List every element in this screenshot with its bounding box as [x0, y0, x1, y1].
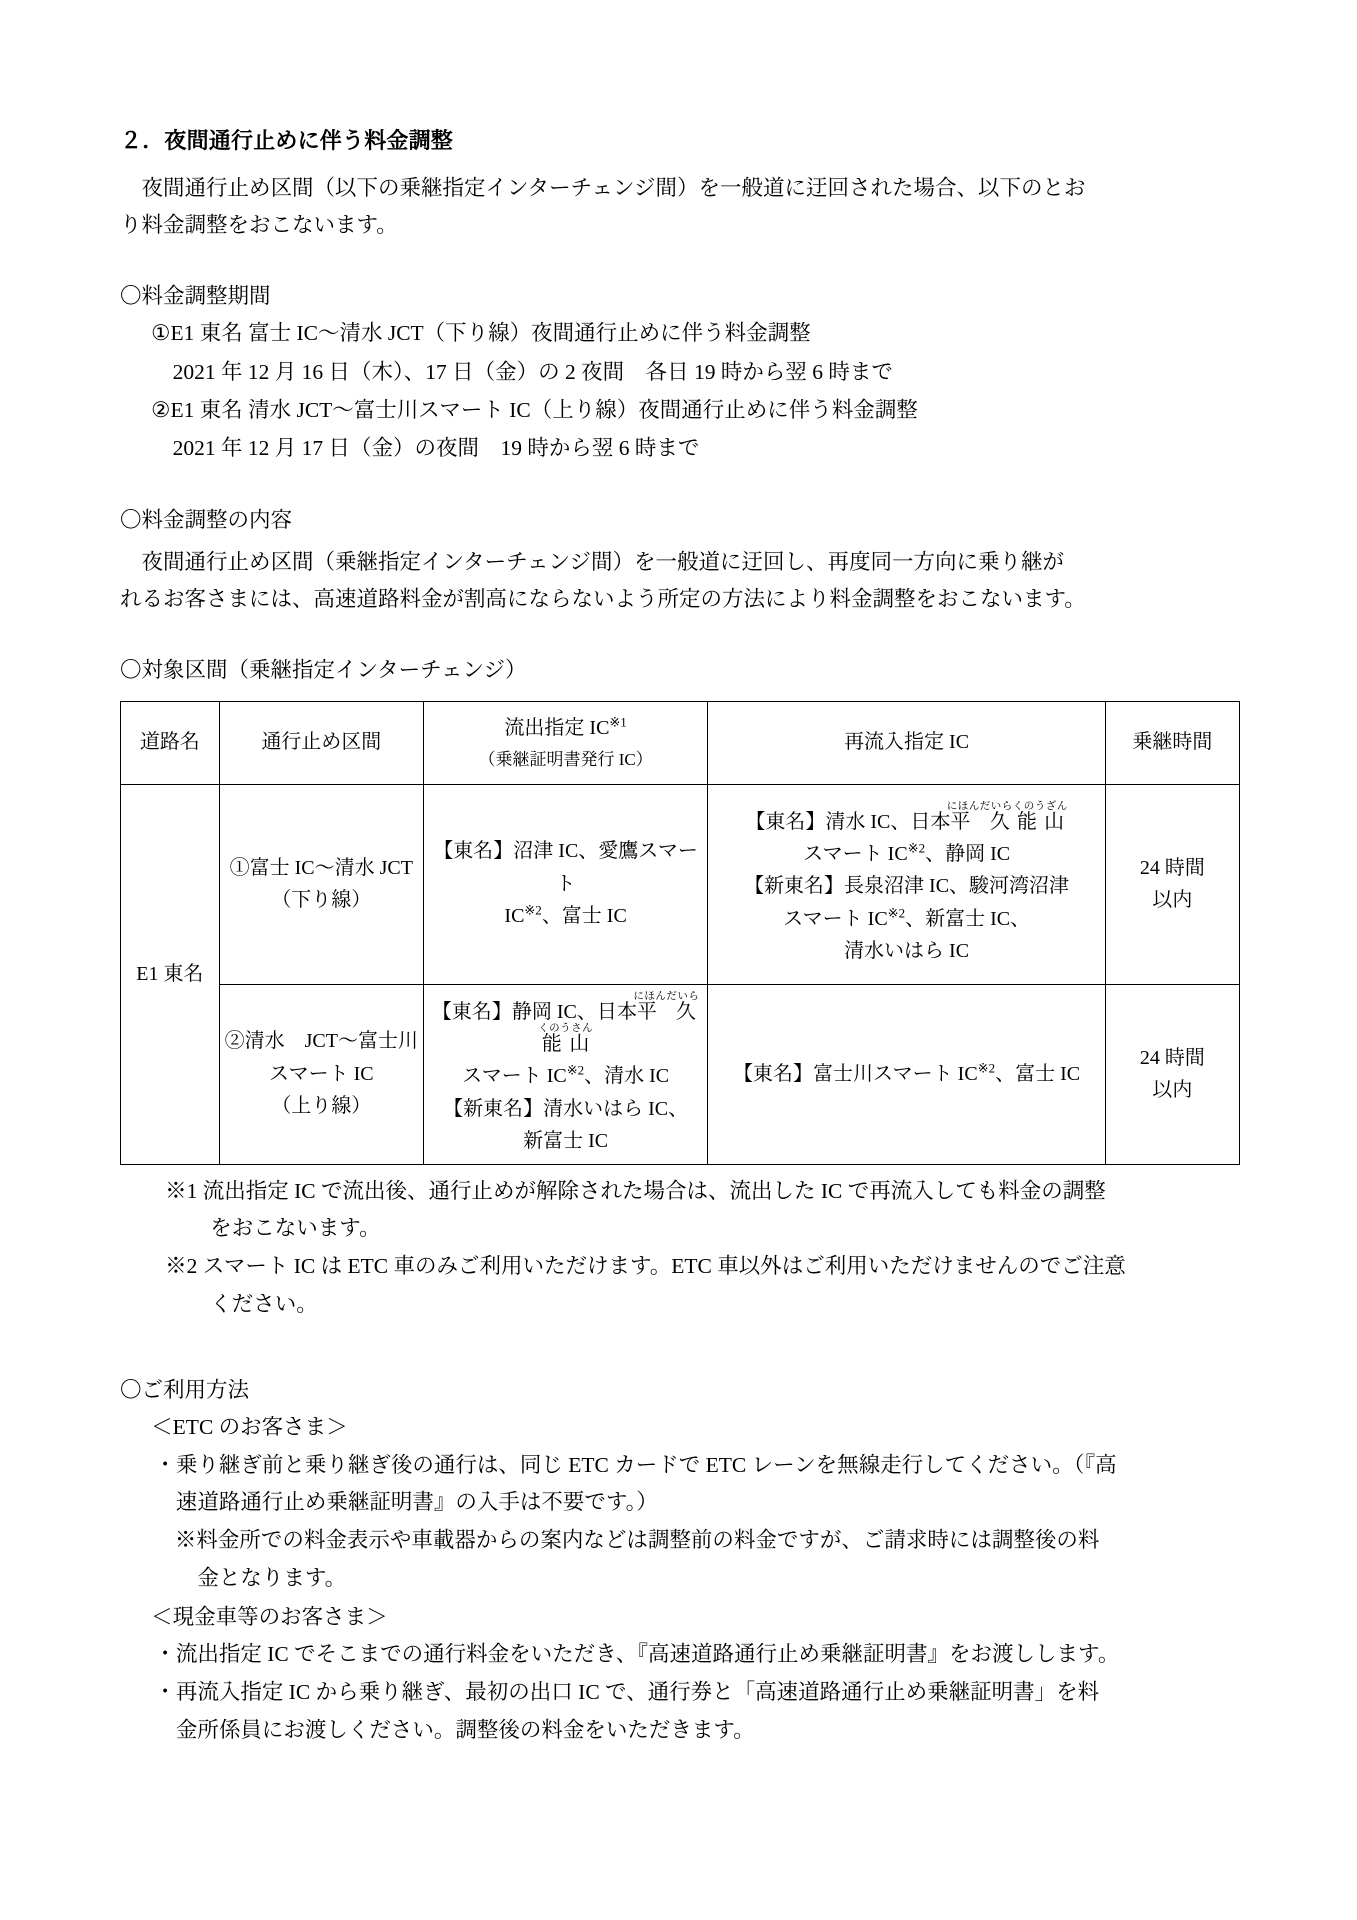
column-header-exit-ic-sub: （乗継証明書発行 IC）: [478, 750, 653, 769]
column-header-section: 通行止め区間: [219, 701, 423, 784]
cell-exit-ic-2-line-1-a: 【東名】静岡 IC、日本: [431, 1000, 637, 1023]
footnote-2-line-2: ください。: [210, 1292, 318, 1317]
cell-section-2-line-2: スマート IC: [269, 1062, 374, 1085]
column-header-exit-ic: [423, 701, 708, 784]
footnote-1-line-1: ※1 流出指定 IC で流出後、通行止めが解除された場合は、流出した IC で再流入しても料金の調整: [165, 1178, 1106, 1203]
footnote-2-line-1: ※2 スマート IC は ETC 車のみご利用いただけます。ETC 車以外はご利用いただけませんのでご注意: [165, 1254, 1126, 1279]
cell-exit-ic-2-line-2-a: スマート IC: [462, 1065, 567, 1088]
column-header-exit-ic-footnote-mark: ※1: [609, 713, 627, 729]
ruby-base-1: 平 久能山: [946, 810, 1068, 833]
cell-reentry-ic-1-line-2-footnote-mark: ※2: [907, 840, 926, 856]
cell-reentry-ic-2: [708, 984, 1105, 1164]
cell-section-1: [219, 784, 423, 984]
cell-section-2: [219, 984, 423, 1164]
usage-etc-note-line-2: 金となります。: [197, 1566, 347, 1591]
cell-exit-ic-2-line-2-b: 、清水 IC: [584, 1065, 670, 1088]
cell-exit-ic-2-line-2: [428, 1060, 704, 1092]
cell-exit-ic-2: [423, 984, 708, 1164]
cell-transfer-time-1-line-2: 以内: [1152, 889, 1193, 912]
column-header-road: 道路名: [121, 701, 220, 784]
footnotes-block: [120, 1173, 1240, 1324]
spacer: [120, 468, 1240, 502]
usage-etc-bullet-line-2: 速道路通行止め乗継証明書』の入手は不要です。）: [175, 1490, 658, 1515]
spacer: [120, 244, 1240, 278]
period-heading: 〇料金調整期間: [120, 283, 271, 308]
usage-cash-bullet-1: ・流出指定 IC でそこまでの通行料金をいただき、『高速道路通行止め乗継証明書』をお渡しします。: [154, 1642, 1120, 1667]
cell-reentry-ic-2-footnote-mark: ※2: [977, 1060, 996, 1076]
table-heading: 〇対象区間（乗継指定インターチェンジ）: [120, 658, 527, 683]
footnote-1-line-2: をおこないます。: [210, 1216, 381, 1241]
cell-reentry-ic-1-line-4-b: 、新富士 IC、: [905, 907, 1031, 930]
period-item-2-title: ②E1 東名 清水 JCT〜富士川スマート IC（上り線）夜間通行止めに伴う料金調整: [151, 398, 918, 423]
column-header-reentry-ic: 再流入指定 IC: [708, 701, 1105, 784]
usage-etc-bullet-line-1: ・乗り継ぎ前と乗り継ぎ後の通行は、同じ ETC カードで ETC レーンを無線走行してください。（『高: [154, 1452, 1117, 1477]
cell-reentry-ic-1-line-4: [712, 903, 1100, 935]
content-line-2: れるお客さまには、高速道路料金が割高にならないよう所定の方法により料金調整をおこないます。: [120, 587, 1086, 612]
period-item-1-title: ①E1 東名 富士 IC〜清水 JCT（下り線）夜間通行止めに伴う料金調整: [151, 321, 811, 346]
cell-transfer-time-2-line-1: 24 時間: [1139, 1046, 1205, 1069]
intro-paragraph-line-1: 夜間通行止め区間（以下の乗継指定インターチェンジ間）を一般道に迂回された場合、以下のとお: [141, 176, 1086, 200]
cell-reentry-ic-1: [708, 784, 1105, 984]
cell-reentry-ic-2-b: 、富士 IC: [995, 1062, 1081, 1085]
cell-exit-ic-1-line-1: 【東名】沼津 IC、愛鷹スマート: [433, 840, 698, 895]
cell-reentry-ic-1-line-2-b: 、静岡 IC: [925, 842, 1011, 865]
cell-reentry-ic-1-line-2-a: スマート IC: [803, 842, 908, 865]
usage-cash-bullet-2-line-2: 金所係員にお渡しください。調整後の料金をいただきます。: [175, 1717, 755, 1742]
cell-transfer-time-2-line-2: 以内: [1152, 1079, 1193, 1102]
cell-section-1-line-2: （下り線）: [271, 889, 372, 912]
cell-reentry-ic-1-line-4-a: スマート IC: [783, 907, 888, 930]
intro-paragraph-line-2: り料金調整をおこないます。: [120, 212, 398, 237]
cell-transfer-time-1-line-1: 24 時間: [1139, 856, 1205, 879]
cell-transfer-time-1: [1105, 784, 1239, 984]
column-header-exit-ic-main: 流出指定 IC: [504, 716, 610, 739]
cell-reentry-ic-1-line-1: [712, 801, 1100, 838]
page-title: ２．夜間通行止めに伴う料金調整: [120, 128, 454, 153]
document-body: [120, 130, 1240, 1750]
cell-exit-ic-2-line-4: 新富士 IC: [523, 1130, 609, 1153]
cell-section-2-line-3: （上り線）: [271, 1095, 372, 1118]
cell-reentry-ic-1-line-5: 清水いはら IC: [844, 940, 970, 963]
target-sections-table: [120, 701, 1240, 1165]
ruby-base-2: 平 久能山: [538, 1000, 700, 1055]
cell-exit-ic-1-line-2-b: 、富士 IC: [541, 905, 627, 928]
spacer: [120, 618, 1240, 652]
spacer: [120, 1324, 1240, 1372]
cell-exit-ic-1-line-2: [428, 900, 704, 932]
ruby-reading-2: にほんだいらくのうさん: [538, 990, 700, 1034]
table-header-row: [121, 701, 1240, 784]
period-item-1-detail: 2021 年 12 月 16 日（木）、17 日（金）の 2 夜間 各日 19 時から翌 6 時まで: [172, 359, 893, 384]
table-row: [121, 784, 1240, 984]
ruby-nihondaira-kunouzan-1: [946, 800, 1068, 833]
cell-reentry-ic-2-a: 【東名】富士川スマート IC: [733, 1062, 978, 1085]
cell-section-1-line-1: ①富士 IC〜清水 JCT: [229, 856, 413, 879]
content-heading: 〇料金調整の内容: [120, 507, 293, 532]
usage-heading: 〇ご利用方法: [120, 1377, 250, 1402]
period-item-2-detail: 2021 年 12 月 17 日（金）の夜間 19 時から翌 6 時まで: [172, 436, 700, 461]
usage-etc-customer-heading: ＜ETC のお客さま＞: [151, 1415, 348, 1440]
cell-exit-ic-2-line-2-footnote-mark: ※2: [566, 1062, 585, 1078]
cell-section-2-line-1: ②清水 JCT〜富士川: [224, 1030, 418, 1053]
cell-exit-ic-1: [423, 784, 708, 984]
route-table-wrapper: [120, 701, 1240, 1165]
cell-exit-ic-2-line-1: [428, 991, 704, 1061]
cell-reentry-ic-1-line-2: [712, 838, 1100, 870]
cell-road-name: E1 東名: [121, 784, 220, 1164]
usage-cash-bullet-2-line-1: ・再流入指定 IC から乗り継ぎ、最初の出口 IC で、通行券と「高速道路通行止め乗継証明書」を料: [154, 1680, 1100, 1705]
ruby-reading-1: にほんだいらくのうざん: [946, 800, 1068, 812]
cell-exit-ic-2-line-3: 【新東名】清水いはら IC、: [443, 1097, 689, 1120]
cell-reentry-ic-1-line-3: 【新東名】長泉沼津 IC、駿河湾沼津: [744, 875, 1070, 898]
column-header-transfer-time: 乗継時間: [1105, 701, 1239, 784]
cell-exit-ic-1-line-2-footnote-mark: ※2: [524, 902, 542, 918]
cell-transfer-time-2: [1105, 984, 1239, 1164]
content-line-1: 夜間通行止め区間（乗継指定インターチェンジ間）を一般道に迂回し、再度同一方向に乗り継が: [141, 550, 1064, 575]
usage-etc-note-line-1: ※料金所での料金表示や車載器からの案内などは調整前の料金ですが、ご請求時には調整後の料: [174, 1528, 1100, 1553]
table-row: [121, 984, 1240, 1164]
cell-reentry-ic-1-line-1-a: 【東名】清水 IC、日本: [745, 810, 951, 833]
cell-reentry-ic-1-line-4-footnote-mark: ※2: [887, 905, 906, 921]
usage-cash-customer-heading: ＜現金車等のお客さま＞: [151, 1604, 388, 1629]
cell-exit-ic-1-line-2-a: IC: [504, 905, 525, 928]
